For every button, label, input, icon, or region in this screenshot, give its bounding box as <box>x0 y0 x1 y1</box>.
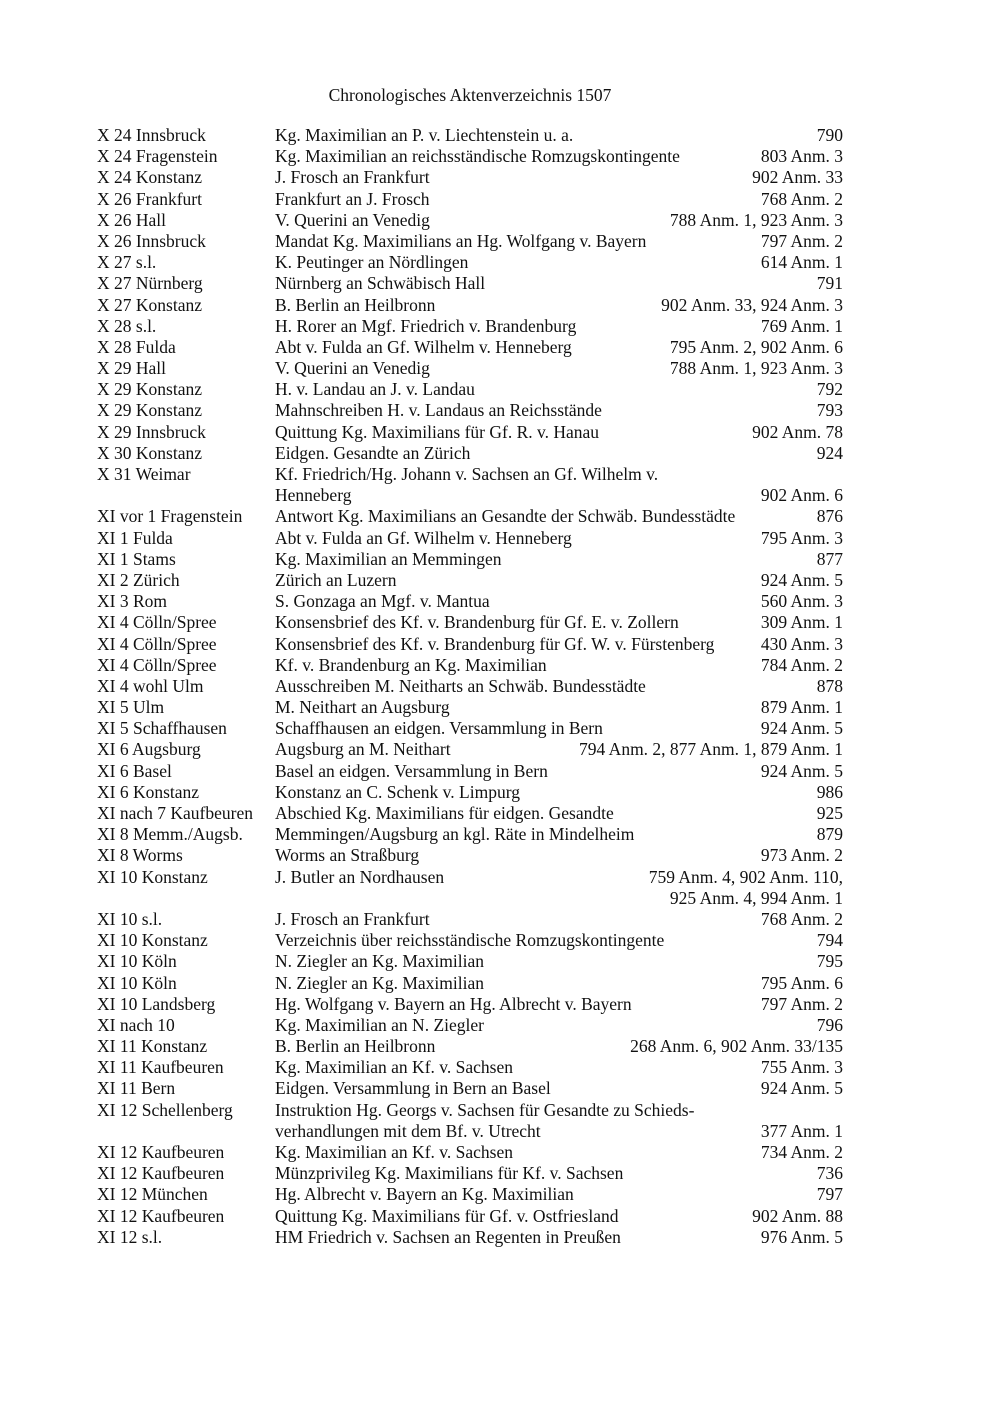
entry-reference: 759 Anm. 4, 902 Anm. 110, <box>648 866 843 887</box>
entry <box>97 1142 843 1163</box>
entry <box>97 845 843 866</box>
entry-description: B. Berlin an Heilbronn <box>275 294 436 315</box>
entry-reference: 902 Anm. 33 <box>752 167 843 188</box>
entry-line <box>97 549 843 570</box>
entry-description: Mandat Kg. Maximilians an Hg. Wolfgang v. Bayern <box>275 230 647 251</box>
entry-reference: 795 <box>816 951 843 972</box>
entry-line <box>97 676 843 697</box>
entry-line <box>97 167 843 188</box>
entry <box>97 316 843 337</box>
entry-description: Konsensbrief des Kf. v. Brandenburg für Gf. W. v. Fürstenberg <box>275 633 715 654</box>
entry-date: X 24 Innsbruck <box>97 125 206 145</box>
entry-description: Augsburg an M. Neithart <box>275 739 451 760</box>
entry-date: X 26 Innsbruck <box>97 230 206 251</box>
entry-reference: 790 <box>816 125 843 145</box>
entry-description: Schaffhausen an eidgen. Versammlung in Bern <box>275 718 603 739</box>
entry-date: XI 10 Landsberg <box>97 993 216 1014</box>
entry-description: Mahnschreiben H. v. Landaus an Reichsstände <box>275 400 602 421</box>
entry-date: XI 3 Rom <box>97 591 167 612</box>
entry <box>97 1015 843 1036</box>
entry-reference: 309 Anm. 1 <box>760 612 843 633</box>
entry-description: Memmingen/Augsburg an kgl. Räte in Mindelheim <box>275 824 635 845</box>
entry <box>97 273 843 294</box>
entry <box>97 570 843 591</box>
entry-line <box>97 1227 843 1248</box>
entry <box>97 973 843 994</box>
entry <box>97 718 843 739</box>
entry-description: Abschied Kg. Maximilians für eidgen. Gesandte <box>275 803 614 823</box>
entry <box>97 867 843 909</box>
entry-date: XI 8 Memm./Augsb. <box>97 824 243 845</box>
entry-date: X 29 Konstanz <box>97 400 202 421</box>
entry-reference: 784 Anm. 2 <box>760 654 843 675</box>
entry-line <box>97 1036 843 1057</box>
entry-date: XI nach 7 Kaufbeuren <box>97 803 253 823</box>
entry-line <box>97 1015 843 1036</box>
entry-line <box>97 1184 843 1205</box>
entry-reference: 797 Anm. 2 <box>760 230 843 251</box>
entry-line <box>97 930 843 951</box>
entry <box>97 252 843 273</box>
entry-description: K. Peutinger an Nördlingen <box>275 252 469 273</box>
entry-line <box>97 591 843 612</box>
entry-description: Zürich an Luzern <box>275 569 397 590</box>
entry-line <box>97 867 843 888</box>
entry-reference: 803 Anm. 3 <box>760 146 843 167</box>
entry-line <box>97 146 843 167</box>
entry-line <box>97 189 843 210</box>
entry <box>97 295 843 316</box>
entry <box>97 1057 843 1078</box>
entry-reference: 986 <box>816 781 843 802</box>
entry-description: Kg. Maximilian an P. v. Liechtenstein u. a. <box>275 125 574 145</box>
entry-description: Quittung Kg. Maximilians für Gf. v. Ostfriesland <box>275 1205 619 1226</box>
entry <box>97 697 843 718</box>
entry-date: XI 12 Schellenberg <box>97 1099 233 1120</box>
entry-reference: 902 Anm. 6 <box>760 485 843 506</box>
entry-description: Kg. Maximilian an Memmingen <box>275 548 502 569</box>
entry <box>97 634 843 655</box>
entry-line <box>97 379 843 400</box>
entry-description: V. Querini an Venedig <box>275 358 430 379</box>
entry-reference: 791 <box>816 273 843 294</box>
entry-date: X 31 Weimar <box>97 464 191 484</box>
entry-date: XI 4 wohl Ulm <box>97 675 204 696</box>
entry <box>97 591 843 612</box>
entry <box>97 443 843 464</box>
entry-description: Quittung Kg. Maximilians für Gf. R. v. Hanau <box>275 421 600 442</box>
entry-line <box>97 845 843 866</box>
entry <box>97 146 843 167</box>
entry-description: Abt v. Fulda an Gf. Wilhelm v. Henneberg <box>275 527 572 548</box>
entry-line <box>97 718 843 739</box>
entry <box>97 231 843 252</box>
entry <box>97 803 843 824</box>
entry-line <box>97 400 843 421</box>
entry-line <box>97 231 843 252</box>
entry-line <box>97 697 843 718</box>
entry-reference: 268 Anm. 6, 902 Anm. 33/135 <box>630 1036 843 1057</box>
entry-reference: 878 <box>816 675 843 696</box>
entry-line <box>97 125 843 146</box>
entry-date: XI 11 Konstanz <box>97 1036 208 1057</box>
entry-date: XI 6 Basel <box>97 760 172 781</box>
entry-line <box>97 443 843 464</box>
entry-date: XI 10 Köln <box>97 951 177 972</box>
entry-date: XI 10 Konstanz <box>97 930 208 951</box>
entry-date: X 28 s.l. <box>97 315 157 336</box>
entry-reference: 430 Anm. 3 <box>760 633 843 654</box>
entry <box>97 930 843 951</box>
entry-line <box>97 1142 843 1163</box>
entry-description: Kg. Maximilian an Kf. v. Sachsen <box>275 1142 513 1162</box>
entry-line <box>97 634 843 655</box>
entry-description: J. Frosch an Frankfurt <box>275 908 430 929</box>
entry <box>97 782 843 803</box>
entry-description: J. Butler an Nordhausen <box>275 866 445 887</box>
entry-reference: 377 Anm. 1 <box>760 1120 843 1141</box>
entry <box>97 655 843 676</box>
entry-description: Abt v. Fulda an Gf. Wilhelm v. Henneberg <box>275 336 572 357</box>
entry <box>97 1078 843 1099</box>
entry-date: X 26 Hall <box>97 209 167 230</box>
entry-line <box>97 803 843 824</box>
entry-line <box>97 295 843 316</box>
entry <box>97 337 843 358</box>
entry-date: X 27 s.l. <box>97 252 157 273</box>
entry-date: XI 10 s.l. <box>97 908 163 929</box>
entry-date: XI 2 Zürich <box>97 569 180 590</box>
entry-date: XI 10 Köln <box>97 972 177 993</box>
entry <box>97 676 843 697</box>
entry-reference: 879 <box>816 824 843 845</box>
entry-line <box>97 1206 843 1227</box>
entry-reference: 902 Anm. 88 <box>752 1205 843 1226</box>
entry <box>97 1036 843 1057</box>
entry-description: S. Gonzaga an Mgf. v. Mantua <box>275 591 490 612</box>
entry-description: Instruktion Hg. Georgs v. Sachsen für Gesandte zu Schieds- <box>275 1099 695 1120</box>
entry-description: Kg. Maximilian an N. Ziegler <box>275 1014 484 1035</box>
entry-reference: 560 Anm. 3 <box>760 591 843 612</box>
entry-date: XI 8 Worms <box>97 845 183 866</box>
entry-date: XI 4 Cölln/Spree <box>97 633 217 654</box>
entry-description: Hg. Wolfgang v. Bayern an Hg. Albrecht v. Bayern <box>275 993 632 1014</box>
entry <box>97 464 843 506</box>
entry-reference: 796 <box>816 1014 843 1035</box>
entry-description: Frankfurt an J. Frosch <box>275 188 430 209</box>
entry-description: B. Berlin an Heilbronn <box>275 1036 436 1057</box>
entry-reference: 736 <box>816 1163 843 1184</box>
entry-date: XI 11 Kaufbeuren <box>97 1057 224 1078</box>
entry-line <box>97 422 843 443</box>
entry-reference: 793 <box>816 400 843 421</box>
entry-line <box>97 1100 843 1121</box>
entry <box>97 528 843 549</box>
entry-description: Antwort Kg. Maximilians an Gesandte der Schwäb. Bundesstädte <box>275 506 736 527</box>
entry-date: XI 12 s.l. <box>97 1226 163 1247</box>
entry-date: XI vor 1 Fragenstein <box>97 506 243 527</box>
entry-reference: 924 Anm. 5 <box>760 760 843 781</box>
entry-reference: 755 Anm. 3 <box>760 1057 843 1078</box>
entry-reference: 794 <box>816 930 843 951</box>
entry-description: M. Neithart an Augsburg <box>275 697 450 718</box>
entry-description: Nürnberg an Schwäbisch Hall <box>275 273 486 294</box>
entry-line <box>97 782 843 803</box>
entry-description: Henneberg <box>275 485 352 506</box>
entry-date: X 28 Fulda <box>97 336 176 357</box>
entry-line <box>97 739 843 760</box>
entry-date: XI 11 Bern <box>97 1078 176 1099</box>
entry-reference: 769 Anm. 1 <box>760 315 843 336</box>
entry-description: Kg. Maximilian an reichsständische Romzugskontingente <box>275 146 680 167</box>
entry <box>97 506 843 527</box>
entry-date: XI 5 Ulm <box>97 697 165 718</box>
entry <box>97 1163 843 1184</box>
entry-date: X 29 Innsbruck <box>97 421 206 442</box>
entry-date: XI 10 Konstanz <box>97 866 208 887</box>
entry-description: N. Ziegler an Kg. Maximilian <box>275 972 484 993</box>
entry-line <box>97 252 843 273</box>
entry <box>97 1227 843 1248</box>
entry-list <box>97 125 843 1248</box>
entry-description: Verzeichnis über reichsständische Romzugskontingente <box>275 930 665 951</box>
entry <box>97 761 843 782</box>
entry-reference: 879 Anm. 1 <box>760 697 843 718</box>
entry-reference: 788 Anm. 1, 923 Anm. 3 <box>669 209 843 230</box>
entry-line <box>97 210 843 231</box>
entry-date: XI nach 10 <box>97 1014 175 1035</box>
entry-date: X 30 Konstanz <box>97 442 202 463</box>
entry-line <box>97 761 843 782</box>
entry-date: X 29 Konstanz <box>97 379 202 400</box>
entry-reference: 924 Anm. 5 <box>760 1078 843 1099</box>
entry-line <box>97 337 843 358</box>
entry <box>97 951 843 972</box>
entry-description: Kf. v. Brandenburg an Kg. Maximilian <box>275 654 547 675</box>
entry <box>97 909 843 930</box>
entry-date: X 27 Konstanz <box>97 294 202 315</box>
entry-line <box>97 909 843 930</box>
entry-reference: 794 Anm. 2, 877 Anm. 1, 879 Anm. 1 <box>579 739 843 760</box>
entry-date: X 29 Hall <box>97 358 167 379</box>
entry-line <box>97 973 843 994</box>
entry-reference: 973 Anm. 2 <box>760 845 843 866</box>
entry-date: XI 1 Stams <box>97 548 176 569</box>
entry-date: X 24 Fragenstein <box>97 146 218 167</box>
entry-reference: 614 Anm. 1 <box>760 252 843 273</box>
entry-date: XI 6 Konstanz <box>97 781 200 802</box>
entry <box>97 1100 843 1142</box>
entry <box>97 422 843 443</box>
entry-reference: 795 Anm. 2, 902 Anm. 6 <box>669 336 843 357</box>
entry-reference: 902 Anm. 78 <box>752 421 843 442</box>
entry-reference: 876 <box>816 506 843 527</box>
entry-reference: 734 Anm. 2 <box>760 1142 843 1162</box>
entry-line <box>97 506 843 527</box>
entry-date: X 26 Frankfurt <box>97 188 202 209</box>
entry-line <box>97 358 843 379</box>
entry-reference: 792 <box>816 379 843 400</box>
entry <box>97 1206 843 1227</box>
entry-reference: 976 Anm. 5 <box>760 1226 843 1247</box>
entry-date: XI 12 Kaufbeuren <box>97 1205 225 1226</box>
entry <box>97 549 843 570</box>
entry-reference: 902 Anm. 33, 924 Anm. 3 <box>661 294 843 315</box>
entry-description: Eidgen. Versammlung in Bern an Basel <box>275 1078 551 1099</box>
entry <box>97 189 843 210</box>
entry-description: Münzprivileg Kg. Maximilians für Kf. v. Sachsen <box>275 1163 624 1184</box>
entry-date: XI 12 Kaufbeuren <box>97 1142 225 1162</box>
entry-description: Ausschreiben M. Neitharts an Schwäb. Bundesstädte <box>275 675 646 696</box>
entry-line <box>97 464 843 485</box>
entry-date: XI 12 München <box>97 1184 208 1205</box>
entry-description: Eidgen. Gesandte an Zürich <box>275 442 471 463</box>
entry-reference: 924 Anm. 5 <box>760 569 843 590</box>
entry-description: Konsensbrief des Kf. v. Brandenburg für Gf. E. v. Zollern <box>275 612 679 633</box>
entry-description: N. Ziegler an Kg. Maximilian <box>275 951 484 972</box>
entry <box>97 379 843 400</box>
entry-line <box>97 485 843 506</box>
entry-description: Basel an eidgen. Versammlung in Bern <box>275 760 548 781</box>
entry-line <box>97 824 843 845</box>
entry <box>97 994 843 1015</box>
entry-line <box>97 1057 843 1078</box>
entry-date: XI 6 Augsburg <box>97 739 201 760</box>
entry-description: Kg. Maximilian an Kf. v. Sachsen <box>275 1057 513 1078</box>
entry-line <box>97 655 843 676</box>
entry <box>97 358 843 379</box>
entry-reference: 924 Anm. 5 <box>760 718 843 739</box>
entry-line <box>97 570 843 591</box>
entry-date: XI 12 Kaufbeuren <box>97 1163 225 1184</box>
entry-date: X 27 Nürnberg <box>97 273 203 294</box>
entry-description: verhandlungen mit dem Bf. v. Utrecht <box>275 1120 541 1141</box>
entry-description: Kf. Friedrich/Hg. Johann v. Sachsen an Gf. Wilhelm v. <box>275 464 659 484</box>
entry <box>97 125 843 146</box>
entry-reference: 788 Anm. 1, 923 Anm. 3 <box>669 358 843 379</box>
entry-line <box>97 1121 843 1142</box>
entry-line <box>97 273 843 294</box>
entry-description: Konstanz an C. Schenk v. Limpurg <box>275 781 520 802</box>
entry-reference: 925 <box>816 803 843 823</box>
entry-date: XI 1 Fulda <box>97 527 173 548</box>
entry-reference: 925 Anm. 4, 994 Anm. 1 <box>669 887 843 908</box>
entry-reference: 768 Anm. 2 <box>760 908 843 929</box>
entry <box>97 210 843 231</box>
entry-line <box>97 1078 843 1099</box>
entry-description: Worms an Straßburg <box>275 845 420 866</box>
page-title: Chronologisches Aktenverzeichnis 1507 <box>328 85 612 105</box>
entry-date: XI 4 Cölln/Spree <box>97 654 217 675</box>
entry <box>97 1184 843 1205</box>
entry-reference: 797 <box>816 1184 843 1205</box>
entry-reference: 877 <box>816 548 843 569</box>
entry-reference: 795 Anm. 6 <box>760 972 843 993</box>
entry-description: H. Rorer an Mgf. Friedrich v. Brandenburg <box>275 315 577 336</box>
entry-reference: 768 Anm. 2 <box>760 188 843 209</box>
entry-line <box>97 1163 843 1184</box>
entry-line <box>97 951 843 972</box>
entry <box>97 400 843 421</box>
entry-description: V. Querini an Venedig <box>275 209 430 230</box>
entry-date: XI 5 Schaffhausen <box>97 718 227 739</box>
entry-date: X 24 Konstanz <box>97 167 202 188</box>
entry <box>97 167 843 188</box>
entry-line <box>97 888 843 909</box>
entry <box>97 739 843 760</box>
entry-description: Hg. Albrecht v. Bayern an Kg. Maximilian <box>275 1184 574 1205</box>
entry <box>97 824 843 845</box>
entry-reference: 924 <box>816 442 843 463</box>
entry-date: XI 4 Cölln/Spree <box>97 612 217 633</box>
entry-reference: 797 Anm. 2 <box>760 993 843 1014</box>
entry-reference: 795 Anm. 3 <box>760 527 843 548</box>
entry-line <box>97 528 843 549</box>
entry-description: H. v. Landau an J. v. Landau <box>275 379 475 400</box>
entry <box>97 612 843 633</box>
entry-description: J. Frosch an Frankfurt <box>275 167 430 188</box>
entry-line <box>97 612 843 633</box>
entry-description: HM Friedrich v. Sachsen an Regenten in Preußen <box>275 1226 621 1247</box>
entry-line <box>97 994 843 1015</box>
entry-line <box>97 316 843 337</box>
